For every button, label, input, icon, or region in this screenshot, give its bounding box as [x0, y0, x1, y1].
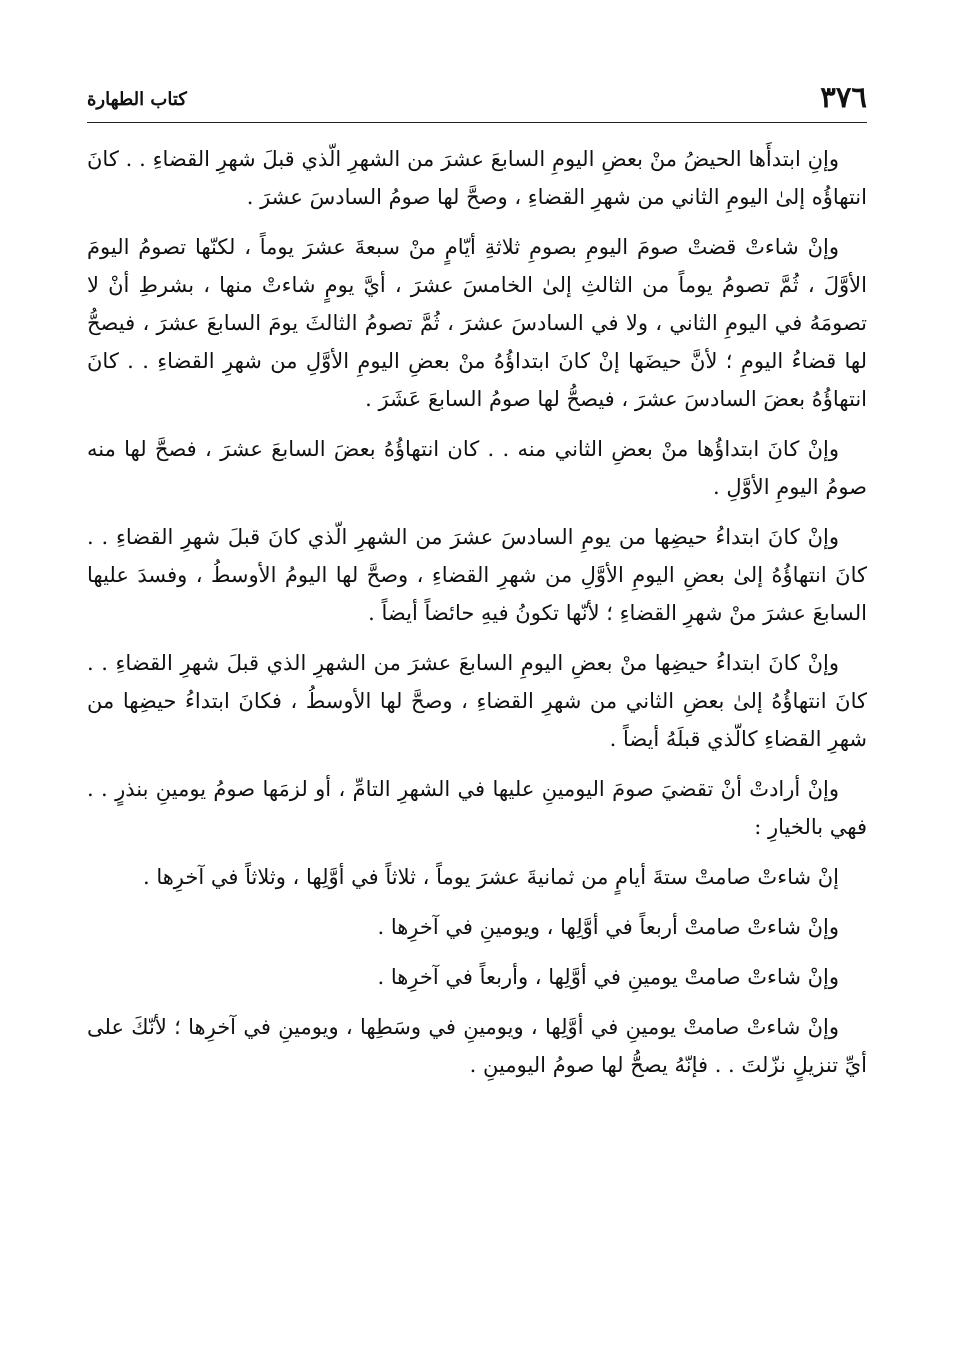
paragraph: وإنْ شاءتْ قضتْ صومَ اليومِ بصومِ ثلاثةِ أيّامٍ منْ سبعةَ عشرَ يوماً ، لكنّها تصومُ اليومَ الأوَّلَ ، ثُمَّ تصومُ يوماً من الثالثِ إلىٰ الخامسَ عشرَ ، أيَّ يومٍ شاءتْ منها ، بشرطِ أنْ لا تصومَهُ في اليومِ الثاني ، ولا في السادسَ عشرَ ، ثُمَّ تصومُ الثالثَ يومَ السابعَ عشرَ ، فيصحُّ لها قضاءُ اليومِ ؛ لأنَّ حيضَها إنْ كانَ ابتداؤُهُ منْ بعضِ اليومِ الأوَّلِ من شهرِ القضاءِ . . كانَ انتهاؤُهُ بعضَ السادسَ عشرَ ، فيصحُّ لها صومُ السابعَ عَشَرَ .: [87, 235, 867, 411]
running-title: كتاب الطهارة: [87, 89, 187, 110]
page-number: ٣٧٦: [820, 80, 867, 114]
paragraph: وإنْ كانَ ابتداءُ حيضِها منْ بعضِ اليومِ السابعَ عشرَ من الشهرِ الذي قبلَ شهرِ القضاءِ . . كانَ انتهاؤُهُ إلىٰ بعضِ الثاني من شهرِ القضاءِ ، وصحَّ لها الأوسطُ ، فكانَ ابتداءُ حيضِها من شهرِ القضاءِ كالّذي قبلَهُ أيضاً .: [87, 651, 867, 751]
paragraph: وإنْ أرادتْ أنْ تقضيَ صومَ اليومينِ عليها في الشهرِ التامِّ ، أو لزمَها صومُ يومينِ بنذرٍ . . فهي بالخيارِ :: [87, 777, 867, 839]
header-rule: [87, 122, 867, 123]
indented-line: وإنْ شاءتْ صامتْ أربعاً في أوَّلِها ، ويومينِ في آخرِها .: [377, 915, 839, 939]
paragraph: وإنِ ابتدأَها الحيضُ منْ بعضِ اليومِ السابعَ عشرَ من الشهرِ الّذي قبلَ شهرِ القضاءِ . . كانَ انتهاؤُه إلىٰ اليومِ الثاني من شهرِ القضاءِ ، وصحَّ لها صومُ السادسَ عشرَ .: [87, 147, 867, 209]
paragraph: وإنْ كانَ ابتداؤُها منْ بعضِ الثاني منه . . كان انتهاؤُهُ بعضَ السابعَ عشرَ ، فصحَّ لها منه صومُ اليومِ الأوَّلِ .: [87, 437, 867, 499]
indented-line: وإنْ شاءتْ صامتْ يومينِ في أوَّلِها ، وأربعاً في آخرِها .: [377, 965, 839, 989]
final-paragraph: وإنْ شاءتْ صامتْ يومينِ في أوَّلِها ، ويومينِ في وسَطِها ، ويومينِ في آخرِها ؛ لأنّكَ على أيِّ تنزيلٍ نزّلتَ . . فإنّهُ يصحُّ لها صومُ اليومينِ .: [87, 1015, 867, 1077]
page-header: [87, 80, 867, 120]
paragraph: إنْ شاءتْ صامتْ ستةَ أيامٍ من ثمانيةَ عشرَ يوماً ، ثلاثاً في أوَّلِها ، وثلاثاً في آخرِها .: [142, 865, 839, 889]
page-body: [87, 140, 867, 1096]
paragraph: وإنْ كانَ ابتداءُ حيضِها من يومِ السادسَ عشرَ من الشهرِ الّذي كانَ قبلَ شهرِ القضاءِ . . كانَ انتهاؤُهُ إلىٰ بعضِ اليومِ الأوَّلِ من شهرِ القضاءِ ، وصحَّ لها اليومُ الأوسطُ ، وفسدَ عليها السابعَ عشرَ منْ شهرِ القضاءِ ؛ لأنّها تكونُ فيهِ حائضاً أيضاً .: [87, 525, 867, 625]
